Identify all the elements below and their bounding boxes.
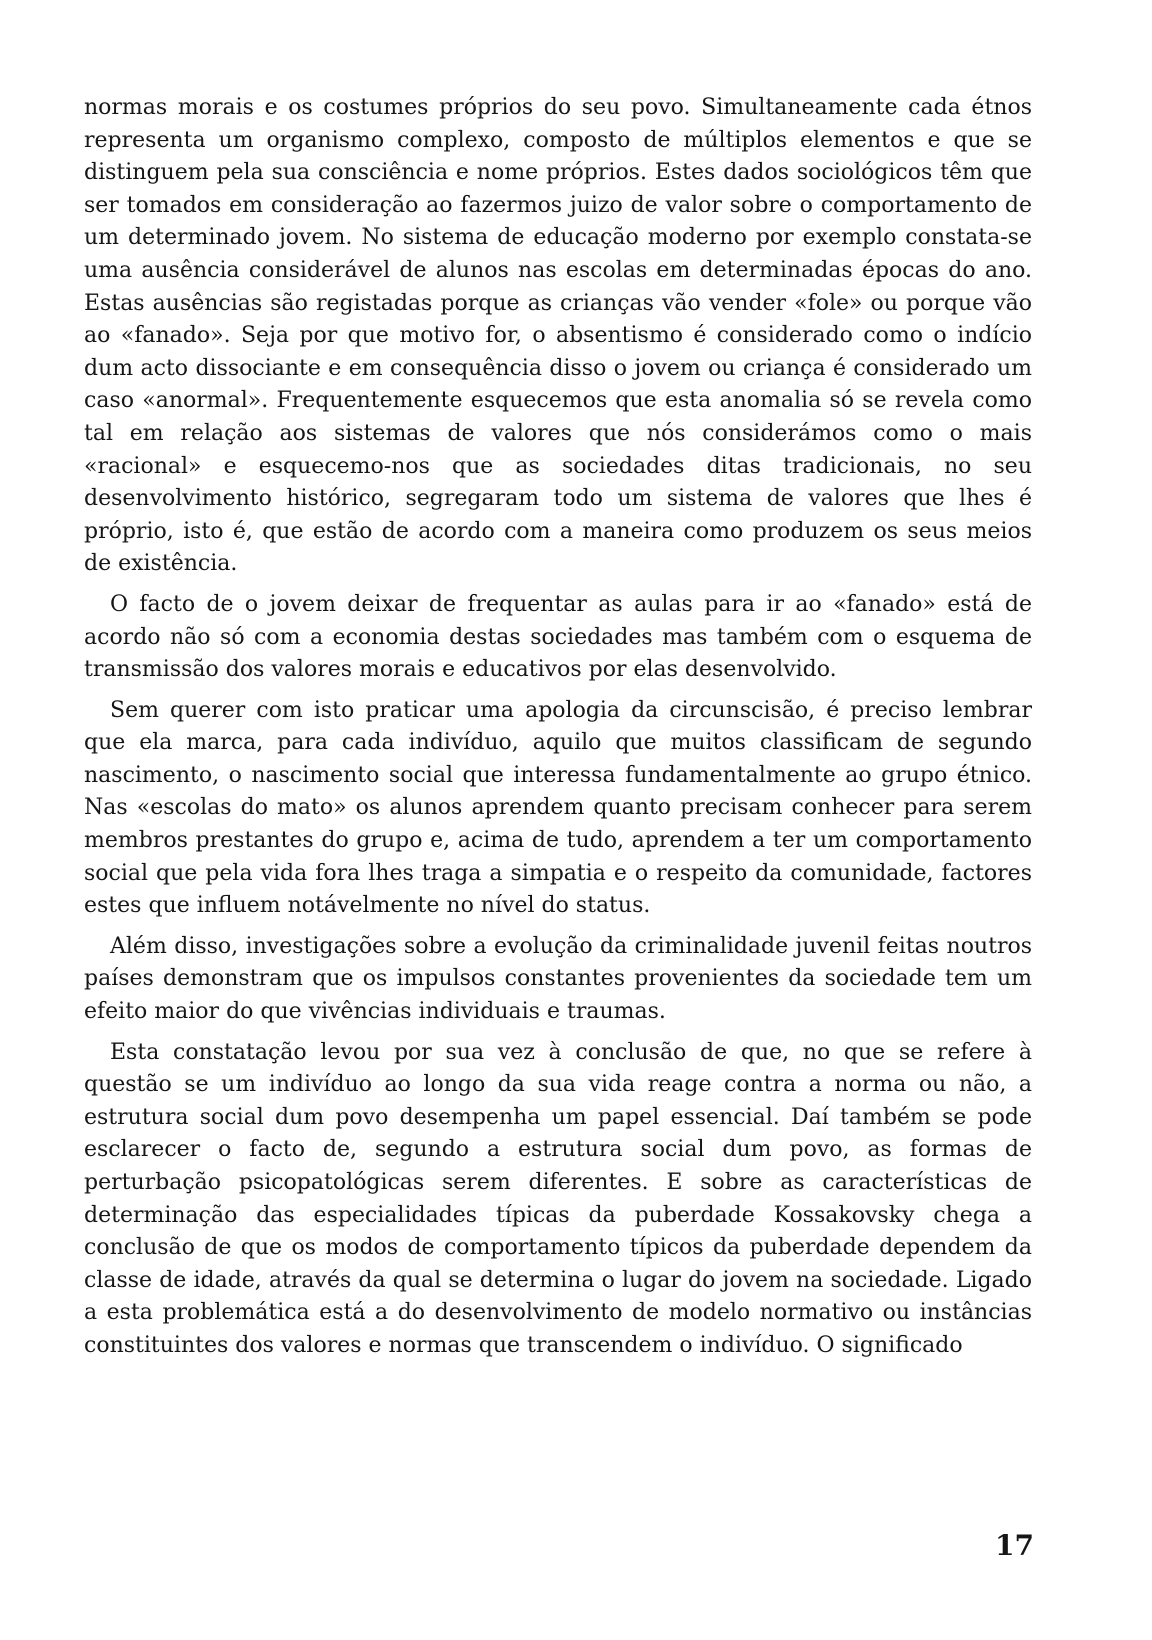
paragraph-criminality: Além disso, investigações sobre a evolução da criminalidade juvenil feitas noutros países demonstram que os impulsos constantes provenientes da sociedade tem um efeito maior do que vivências individuais e traumas. xyxy=(84,933,1032,1025)
paragraph-circumcision: Sem querer com isto praticar uma apologia da circunscisão, é preciso lembrar que ela marca, para cada indivíduo, aquilo que muitos classificam de segundo nascimento, o nascimento social que interessa fundamentalmente ao grupo étnico. Nas «escolas do mato» os alunos aprendem quanto precisam conhecer para serem membros prestantes do grupo e, acima de tudo, aprendem a ter um comportamento social que pela vida fora lhes traga a simpatia e o respeito da comunidade, factores estes que influem notávelmente no nível do status. xyxy=(84,697,1032,919)
page-number: 17 xyxy=(995,1529,1034,1562)
paragraph-fanado: O facto de o jovem deixar de frequentar as aulas para ir ao «fanado» está de acordo não só com a economia destas sociedades mas também com o esquema de transmissão dos valores morais e educativos por elas desenvolvido. xyxy=(84,591,1032,683)
body-text xyxy=(84,92,1032,1371)
paragraph-continued: normas morais e os costumes próprios do seu povo. Simultaneamente cada étnos representa um organismo complexo, composto de múltiplos elementos e que se distinguem pela sua consciência e nome próprios. Estes dados sociológicos têm que ser tomados em consideração ao fazermos juizo de valor sobre o comportamento de um determinado jovem. No sistema de educação moderno por exemplo constata-se uma ausência considerável de alunos nas escolas em determinadas épocas do ano. Estas ausências são registadas porque as crianças vão vender «fole» ou porque vão ao «fanado». Seja por que motivo for, o absentismo é considerado como o indício dum acto dissociante e em consequência disso o jovem ou criança é considerado um caso «anormal». Frequentemente esquecemos que esta anomalia só se revela como tal em relação aos sistemas de valores que nós considerámos como o mais «racional» e esquecemo-nos que as sociedades ditas tradicionais, no seu desenvolvimento histórico, segregaram todo um sistema de valores que lhes é próprio, isto é, que estão de acordo com a maneira como produzem os seus meios de existência. xyxy=(84,95,1032,577)
paragraph-social-structure: Esta constatação levou por sua vez à conclusão de que, no que se refere à questão se um indivíduo ao longo da sua vida reage contra a norma ou não, a estrutura social dum povo desempenha um papel essencial. Daí também se pode esclarecer o facto de, segundo a estrutura social dum povo, as formas de perturbação psicopatológicas serem diferentes. E sobre as características de determinação das especialidades típicas da puberdade Kossakovsky chega a conclusão de que os modos de comportamento típicos da puberdade dependem da classe de idade, através da qual se determina o lugar do jovem na sociedade. Ligado a esta problemática está a do desenvolvimento de modelo normativo ou instâncias constituintes dos valores e normas que transcendem o indivíduo. O significado xyxy=(84,1039,1032,1358)
